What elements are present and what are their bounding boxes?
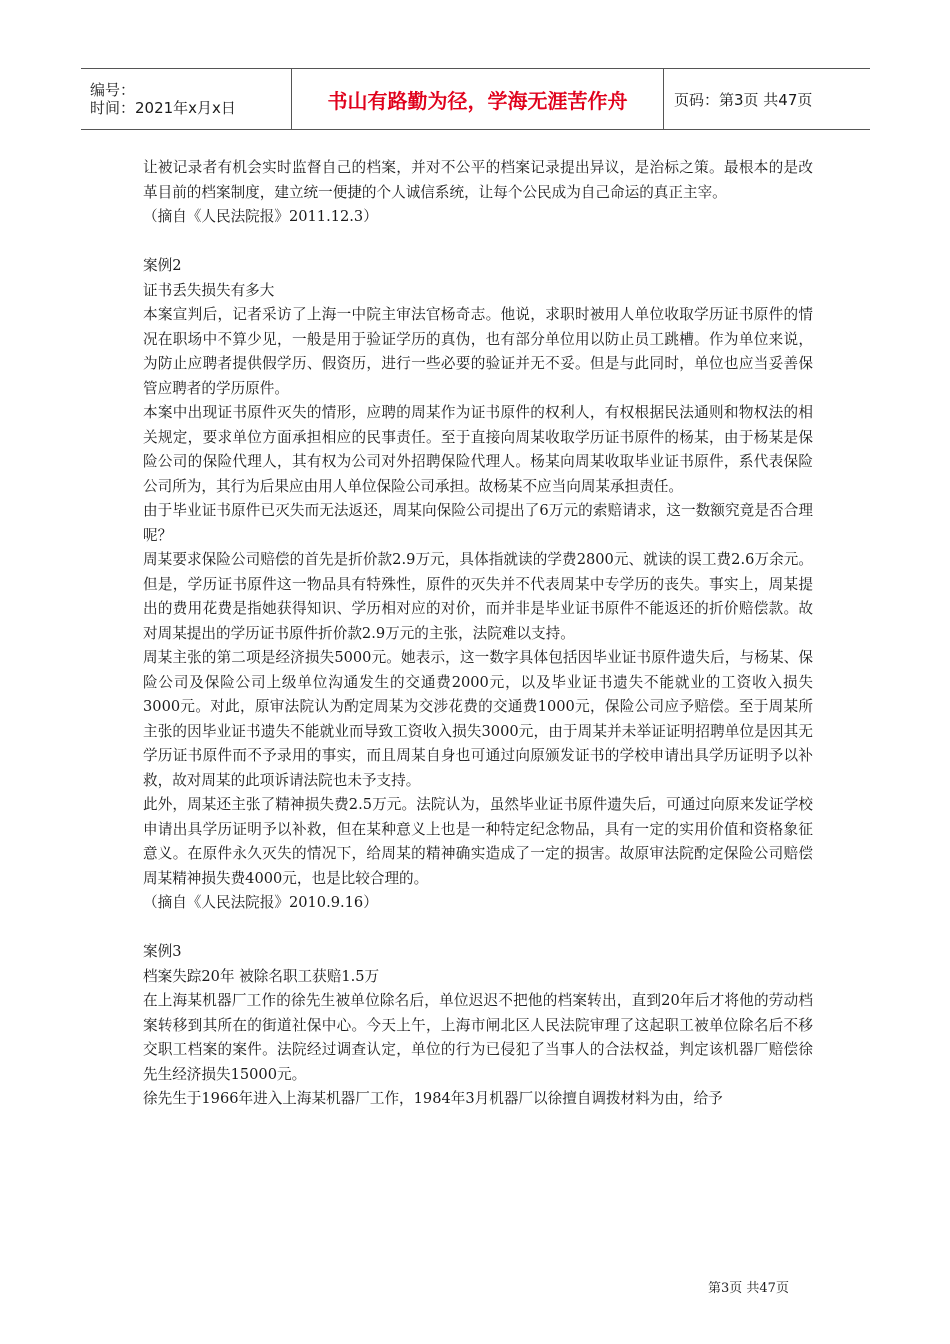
paragraph: 徐先生于1966年进入上海某机器厂工作，1984年3月机器厂以徐擅自调拨材料为由，给予: [143, 1090, 723, 1107]
page-header: [81, 68, 870, 130]
paragraph: 本案宣判后，记者采访了上海一中院主审法官杨奇志。他说，求职时被用人单位收取学历证书原件的情况在职场中不算少见，一般是用于验证学历的真伪，也有部分单位用以防止员工跳槽。作为单位来说，为防止应聘者提供假学历、假资历，进行一些必要的验证并无不妥。但是与此同时，单位也应当妥善保管应聘者的学历原件。: [143, 306, 813, 397]
spacer: [143, 916, 813, 941]
paragraph: 让被记录者有机会实时监督自己的档案，并对不公平的档案记录提出异议，是治标之策。最根本的是改革目前的档案制度，建立统一便捷的个人诚信系统，让每个公民成为自己命运的真正主宰。: [143, 159, 813, 201]
header-page-number: [664, 69, 870, 129]
page-footer: [708, 1277, 789, 1296]
paragraph: 由于毕业证书原件已灭失而无法返还，周某向保险公司提出了6万元的索赔请求，这一数额究竟是否合理呢？: [143, 502, 813, 544]
paragraph: 本案中出现证书原件灭失的情形，应聘的周某作为证书原件的权利人，有权根据民法通则和物权法的相关规定，要求单位方面承担相应的民事责任。至于直接向周某收取学历证书原件的杨某，由于杨某是保险公司的保险代理人，其有权为公司对外招聘保险代理人。杨某向周某收取毕业证书原件，系代表保险公司所为，其行为后果应由用人单位保险公司承担。故杨某不应当向周某承担责任。: [143, 404, 813, 495]
document-date-label: 时间：2021年x月x日: [90, 99, 236, 117]
paragraph: 周某主张的第二项是经济损失5000元。她表示，这一数字具体包括因毕业证书原件遗失后，与杨某、保险公司及保险公司上级单位沟通发生的交通费2000元，以及毕业证书遗失不能就业的工资收入损失3000元。对此，原审法院认为酌定周某为交涉花费的交通费1000元，保险公司应予赔偿。至于周某所主张的因毕业证书遗失不能就业而导致工资收入损失3000元，由于周某并未举证证明招聘单位是因其无学历证书原件而不予录用的事实，而且周某自身也可通过向原颁发证书的学校申请出具学历证明予以补救，故对周某的此项诉请法院也未予支持。: [143, 649, 813, 789]
header-motto: [292, 69, 664, 129]
document-body: [143, 156, 813, 1112]
document-number-label: 编号：: [90, 81, 136, 99]
case-heading: 案例2: [143, 257, 182, 274]
case-heading: 案例3: [143, 943, 182, 960]
source-citation: （摘自《人民法院报》2011.12.3）: [143, 208, 378, 225]
source-citation: （摘自《人民法院报》2010.9.16）: [143, 894, 378, 911]
motto-text: 书山有路勤为径，学海无涯苦作舟: [327, 88, 628, 113]
header-meta: [81, 69, 292, 129]
paragraph: 在上海某机器厂工作的徐先生被单位除名后，单位迟迟不把他的档案转出，直到20年后才将他的劳动档案转移到其所在的街道社保中心。今天上午，上海市闸北区人民法院审理了这起职工被单位除名后不移交职工档案的案件。法院经过调查认定，单位的行为已侵犯了当事人的合法权益，判定该机器厂赔偿徐先生经济损失15000元。: [143, 992, 813, 1083]
footer-page-label: 第3页 共47页: [708, 1281, 789, 1296]
paragraph: 此外，周某还主张了精神损失费2.5万元。法院认为，虽然毕业证书原件遗失后，可通过向原来发证学校申请出具学历证明予以补救，但在某种意义上也是一种特定纪念物品，具有一定的实用价值和资格象征意义。在原件永久灭失的情况下，给周某的精神确实造成了一定的损害。故原审法院酌定保险公司赔偿周某精神损失费4000元，也是比较合理的。: [143, 796, 813, 887]
header-page-label: 页码：第3页 共47页: [674, 90, 813, 109]
case-title: 档案失踪20年 被除名职工获赔1.5万: [143, 967, 380, 985]
spacer: [143, 230, 813, 255]
paragraph: 周某要求保险公司赔偿的首先是折价款2.9万元，具体指就读的学费2800元、就读的误工费2.6万余元。但是，学历证书原件这一物品具有特殊性，原件的灭失并不代表周某中专学历的丧失。事实上，周某提出的费用花费是指她获得知识、学历相对应的对价，而并非是毕业证书原件不能返还的折价赔偿款。故对周某提出的学历证书原件折价款2.9万元的主张，法院难以支持。: [143, 551, 813, 642]
case-title: 证书丢失损失有多大: [143, 281, 275, 299]
